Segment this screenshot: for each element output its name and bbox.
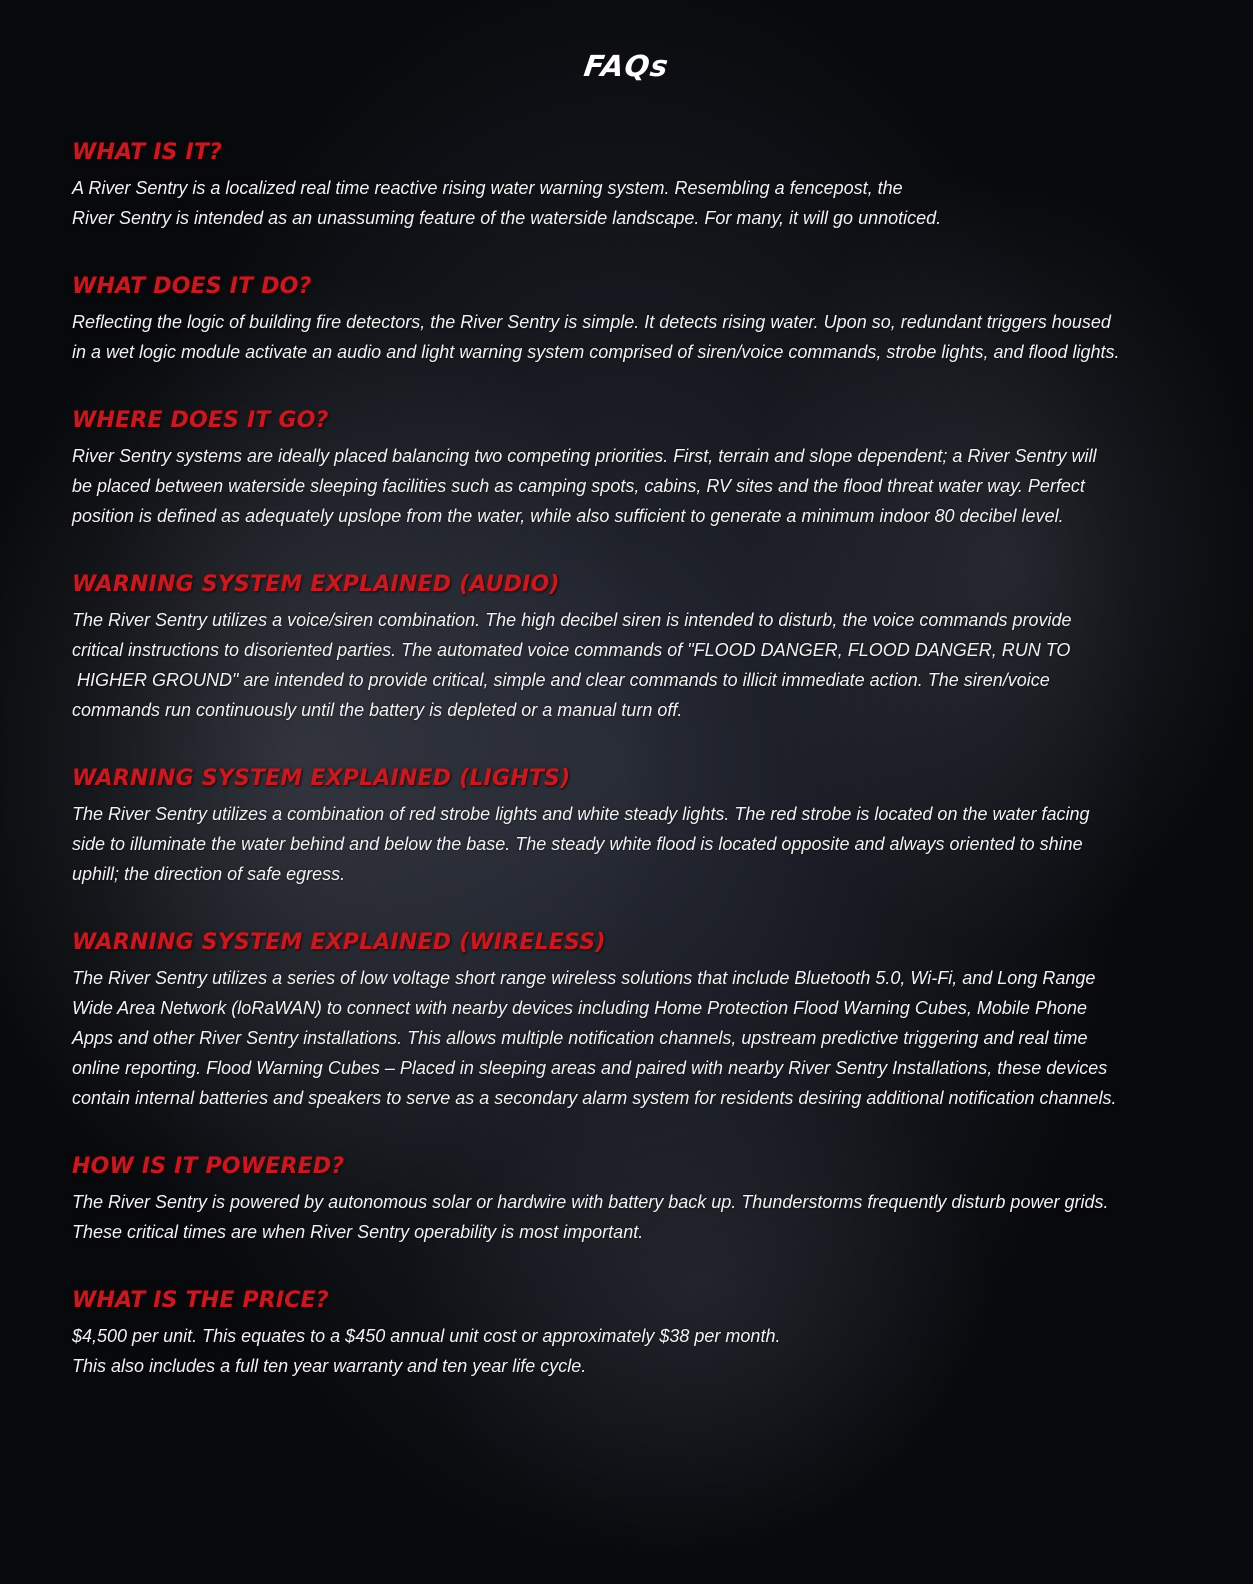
faq-answer-line: contain internal batteries and speakers to serve as a secondary alarm system for residents desiring additional notification channels. [72, 1088, 1117, 1108]
faq-question: HOW IS IT POWERED? [72, 1154, 345, 1179]
faq-warning-wireless [72, 929, 1192, 1113]
faq-question: WHAT IS THE PRICE? [72, 1288, 329, 1313]
faq-answer-line: River Sentry is intended as an unassuming feature of the waterside landscape. For many, it will go unnoticed. [72, 208, 942, 228]
faq-answer [72, 605, 1192, 725]
faq-answer-line: critical instructions to disoriented parties. The automated voice commands of "FLOOD DANGER, FLOOD DANGER, RUN TO [72, 640, 1071, 660]
faq-answer-line: The River Sentry utilizes a series of low voltage short range wireless solutions that include Bluetooth 5.0, Wi-Fi, and Long Range [72, 968, 1096, 988]
faq-question: WARNING SYSTEM EXPLAINED (LIGHTS) [72, 766, 571, 791]
faq-answer-line: A River Sentry is a localized real time reactive rising water warning system. Resembling a fencepost, the [72, 178, 903, 198]
faq-answer [72, 173, 1192, 233]
faq-what-does-it-do [72, 273, 1192, 367]
faq-answer-line: This also includes a full ten year warranty and ten year life cycle. [72, 1356, 587, 1376]
faq-answer [72, 441, 1192, 531]
faq-answer [72, 963, 1192, 1113]
faq-what-is-the-price [72, 1287, 1192, 1381]
faq-list [72, 139, 1192, 1421]
faq-answer-line: These critical times are when River Sentry operability is most important. [72, 1222, 644, 1242]
faq-answer-line: River Sentry systems are ideally placed balancing two competing priorities. First, terrain and slope dependent; a River Sentry will [72, 446, 1097, 466]
faq-answer-line: The River Sentry utilizes a combination of red strobe lights and white steady lights. The red strobe is located on the water facing [72, 804, 1090, 824]
faq-answer [72, 799, 1192, 889]
faq-question: WHAT IS IT? [72, 140, 223, 165]
faq-answer-line: HIGHER GROUND" are intended to provide critical, simple and clear commands to illicit immediate action. The siren/voice [72, 670, 1050, 690]
faq-warning-lights [72, 765, 1192, 889]
page-title: FAQs [581, 49, 672, 84]
faq-question: WHERE DOES IT GO? [72, 408, 329, 433]
faq-question: WHAT DOES IT DO? [72, 274, 312, 299]
faq-where-does-it-go [72, 407, 1192, 531]
faq-what-is-it [72, 139, 1192, 233]
faq-answer-line: Wide Area Network (loRaWAN) to connect with nearby devices including Home Protection Flood Warning Cubes, Mobile Phone [72, 998, 1087, 1018]
faq-answer-line: Reflecting the logic of building fire detectors, the River Sentry is simple. It detects rising water. Upon so, redundant triggers housed [72, 312, 1111, 332]
faq-answer-line: commands run continuously until the battery is depleted or a manual turn off. [72, 700, 683, 720]
faq-question: WARNING SYSTEM EXPLAINED (WIRELESS) [72, 930, 606, 955]
faq-answer-line: Apps and other River Sentry installations. This allows multiple notification channels, upstream predictive triggering and real time [72, 1028, 1088, 1048]
faq-answer [72, 1187, 1192, 1247]
faq-answer-line: online reporting. Flood Warning Cubes – Placed in sleeping areas and paired with nearby River Sentry Installations, these devices [72, 1058, 1108, 1078]
faq-answer-line: uphill; the direction of safe egress. [72, 864, 346, 884]
faq-answer [72, 1321, 1192, 1381]
faq-answer [72, 307, 1192, 367]
faq-answer-line: $4,500 per unit. This equates to a $450 annual unit cost or approximately $38 per month. [72, 1326, 781, 1346]
faq-how-is-it-powered [72, 1153, 1192, 1247]
faq-warning-audio [72, 571, 1192, 725]
faq-answer-line: The River Sentry is powered by autonomous solar or hardwire with battery back up. Thunderstorms frequently disturb power grids. [72, 1192, 1109, 1212]
faq-answer-line: in a wet logic module activate an audio and light warning system comprised of siren/voice commands, strobe lights, and flood lights. [72, 342, 1120, 362]
faq-answer-line: side to illuminate the water behind and below the base. The steady white flood is located opposite and always oriented to shine [72, 834, 1083, 854]
faq-question: WARNING SYSTEM EXPLAINED (AUDIO) [72, 572, 560, 597]
faq-answer-line: position is defined as adequately upslope from the water, while also sufficient to generate a minimum indoor 80 decibel level. [72, 506, 1064, 526]
faq-answer-line: be placed between waterside sleeping facilities such as camping spots, cabins, RV sites and the flood threat water way. Perfect [72, 476, 1085, 496]
faq-answer-line: The River Sentry utilizes a voice/siren combination. The high decibel siren is intended to disturb, the voice commands provide [72, 610, 1072, 630]
